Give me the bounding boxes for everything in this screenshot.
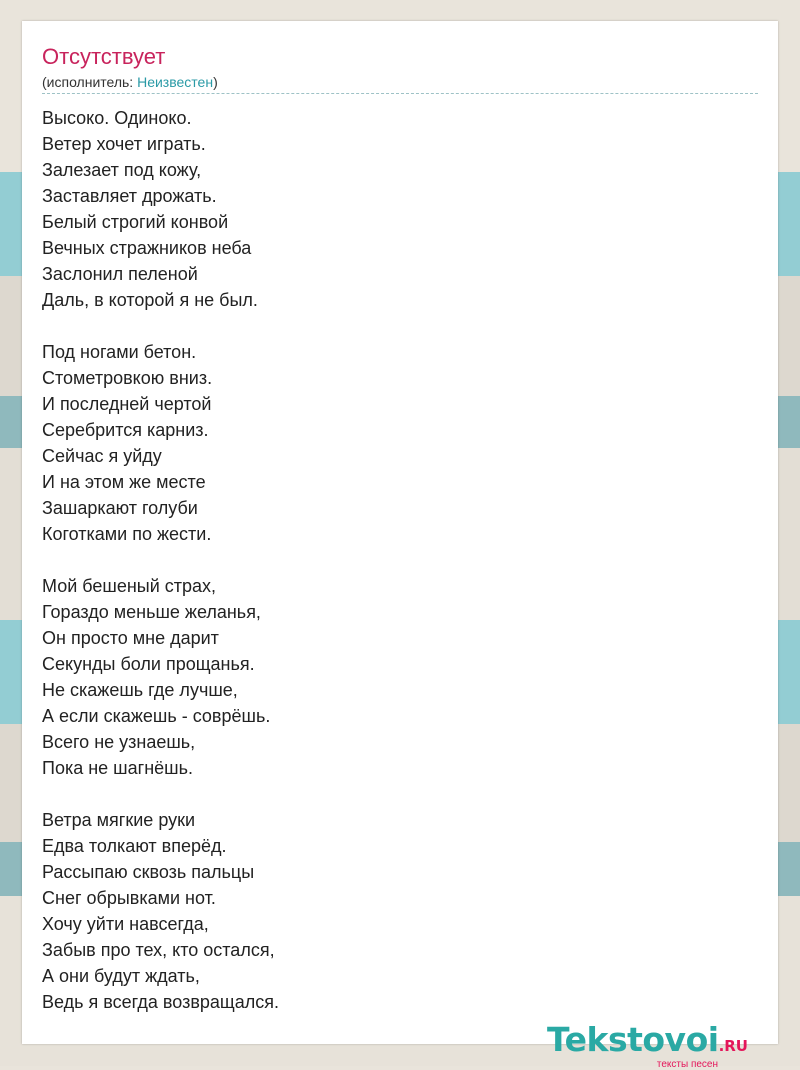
- lyric-line: Зашаркают голуби: [42, 498, 198, 518]
- lyric-line: Ветра мягкие руки: [42, 810, 196, 830]
- lyric-line: Заслонил пеленой: [42, 264, 198, 284]
- lyric-line: Высоко. Одиноко.: [42, 108, 192, 128]
- lyrics-text: [42, 105, 742, 1015]
- logo-tagline: тексты песен: [656, 1059, 718, 1070]
- logo-name: Tekstovoi: [547, 1020, 719, 1059]
- stanza: [42, 105, 742, 313]
- lyric-line: Едва толкают вперёд.: [42, 836, 227, 856]
- stanza: [42, 339, 742, 547]
- artist-prefix: (исполнитель:: [42, 74, 138, 90]
- logo-domain: .RU: [718, 1037, 748, 1055]
- lyric-line: Хочу уйти навсегда,: [42, 914, 209, 934]
- lyric-line: Даль, в которой я не был.: [42, 290, 258, 310]
- artist-link[interactable]: Неизвестен: [137, 74, 214, 90]
- lyric-line: Ветер хочет играть.: [42, 134, 206, 154]
- stanza: [42, 573, 742, 781]
- title-divider: [42, 93, 758, 94]
- site-logo[interactable]: [547, 1022, 748, 1070]
- lyric-line: Секунды боли прощанья.: [42, 654, 255, 674]
- lyric-line: Под ногами бетон.: [42, 342, 197, 362]
- logo-wordmark: [547, 1022, 748, 1064]
- lyric-line: А они будут ждать,: [42, 966, 200, 986]
- stanza-gap: [42, 313, 742, 339]
- lyric-line: Не скажешь где лучше,: [42, 680, 238, 700]
- lyric-line: Рассыпаю сквозь пальцы: [42, 862, 255, 882]
- lyric-line: Белый строгий конвой: [42, 212, 229, 232]
- lyric-line: Серебрится карниз.: [42, 420, 209, 440]
- artist-suffix: ): [213, 74, 218, 90]
- lyric-line: И последней чертой: [42, 394, 212, 414]
- lyric-line: Пока не шагнёшь.: [42, 758, 193, 778]
- lyric-line: Вечных стражников неба: [42, 238, 252, 258]
- artist-line: [42, 73, 218, 91]
- lyric-line: Мой бешеный страх,: [42, 576, 217, 596]
- stanza-gap: [42, 547, 742, 573]
- lyric-line: Заставляет дрожать.: [42, 186, 217, 206]
- stanza: [42, 807, 742, 1015]
- song-title: Отсутствует: [42, 44, 166, 69]
- lyric-line: Ведь я всегда возвращался.: [42, 992, 279, 1012]
- lyric-line: Гораздо меньше желанья,: [42, 602, 261, 622]
- lyric-line: Залезает под кожу,: [42, 160, 202, 180]
- lyric-line: Забыв про тех, кто остался,: [42, 940, 275, 960]
- lyric-line: Он просто мне дарит: [42, 628, 219, 648]
- lyric-line: Коготками по жести.: [42, 524, 212, 544]
- lyric-line: Всего не узнаешь,: [42, 732, 196, 752]
- lyric-line: Стометровкою вниз.: [42, 368, 213, 388]
- lyric-line: И на этом же месте: [42, 472, 206, 492]
- lyric-line: А если скажешь - соврёшь.: [42, 706, 271, 726]
- lyrics-sheet: [22, 21, 778, 1070]
- stanza-gap: [42, 781, 742, 807]
- lyric-line: Снег обрывками нот.: [42, 888, 216, 908]
- lyric-line: Сейчас я уйду: [42, 446, 162, 466]
